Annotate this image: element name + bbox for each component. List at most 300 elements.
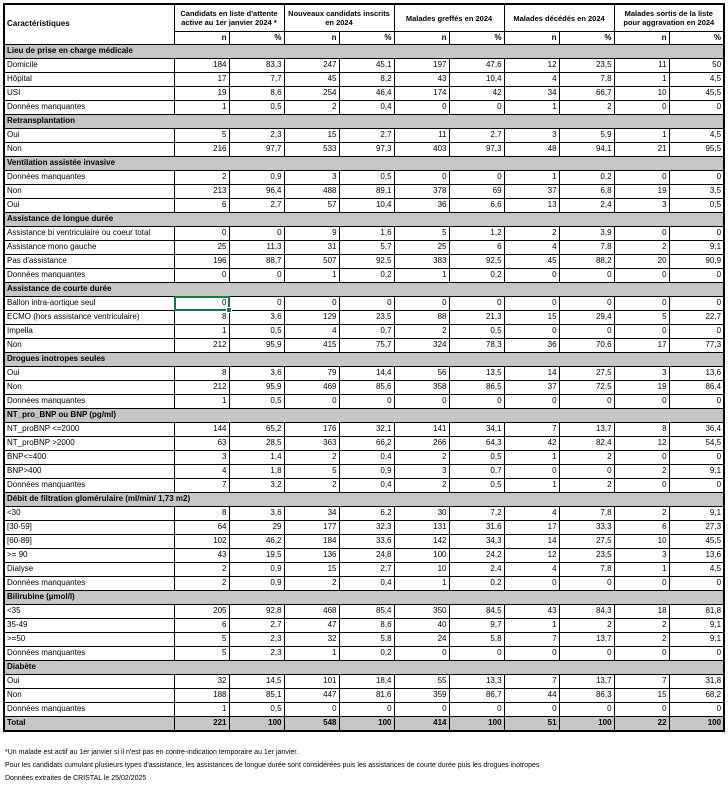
value-cell[interactable]: 2,7 bbox=[449, 129, 504, 143]
value-cell[interactable]: 77,3 bbox=[669, 339, 724, 353]
value-cell[interactable]: 0 bbox=[669, 395, 724, 409]
value-cell[interactable]: 0 bbox=[614, 269, 669, 283]
value-cell[interactable]: 12 bbox=[504, 59, 559, 73]
value-cell[interactable]: 43 bbox=[504, 605, 559, 619]
value-cell[interactable]: 0,7 bbox=[339, 325, 394, 339]
value-cell[interactable]: 2 bbox=[614, 507, 669, 521]
value-cell[interactable]: 43 bbox=[174, 549, 229, 563]
value-cell[interactable]: 47 bbox=[284, 619, 339, 633]
value-cell[interactable]: 0 bbox=[284, 395, 339, 409]
value-cell[interactable]: 6 bbox=[174, 619, 229, 633]
row-label-cell[interactable]: NT_proBNP >2000 bbox=[4, 437, 174, 451]
value-cell[interactable]: 51 bbox=[504, 717, 559, 732]
value-cell[interactable]: 25 bbox=[394, 241, 449, 255]
value-cell[interactable]: 100 bbox=[559, 717, 614, 732]
value-cell[interactable]: 27,5 bbox=[559, 367, 614, 381]
value-cell[interactable]: 13,6 bbox=[669, 367, 724, 381]
value-cell[interactable]: 5 bbox=[174, 647, 229, 661]
value-cell[interactable]: 177 bbox=[284, 521, 339, 535]
value-cell[interactable]: 100 bbox=[339, 717, 394, 732]
value-cell[interactable]: 0,5 bbox=[229, 395, 284, 409]
value-cell[interactable]: 90,9 bbox=[669, 255, 724, 269]
section-header-cell[interactable]: Ventilation assistée invasive bbox=[4, 157, 724, 171]
value-cell[interactable]: 0,4 bbox=[339, 101, 394, 115]
value-cell[interactable]: 34 bbox=[504, 87, 559, 101]
value-cell[interactable]: 0,9 bbox=[229, 577, 284, 591]
value-cell[interactable]: 23,5 bbox=[559, 549, 614, 563]
value-cell[interactable]: 85,1 bbox=[229, 689, 284, 703]
value-cell[interactable]: 0 bbox=[669, 451, 724, 465]
value-cell[interactable]: 5 bbox=[394, 227, 449, 241]
section-header-cell[interactable]: Assistance de courte durée bbox=[4, 283, 724, 297]
value-cell[interactable]: 0 bbox=[449, 297, 504, 311]
value-cell[interactable]: 9,1 bbox=[669, 241, 724, 255]
value-cell[interactable]: 14,5 bbox=[229, 675, 284, 689]
value-cell[interactable]: 144 bbox=[174, 423, 229, 437]
value-cell[interactable]: 9 bbox=[284, 227, 339, 241]
row-label-cell[interactable]: Pas d'assistance bbox=[4, 255, 174, 269]
value-cell[interactable]: 44 bbox=[504, 689, 559, 703]
row-label-cell[interactable]: USI bbox=[4, 87, 174, 101]
value-cell[interactable]: 205 bbox=[174, 605, 229, 619]
value-cell[interactable]: 4 bbox=[174, 465, 229, 479]
value-cell[interactable]: 64 bbox=[174, 521, 229, 535]
value-cell[interactable]: 2 bbox=[614, 619, 669, 633]
value-cell[interactable]: 8 bbox=[174, 367, 229, 381]
value-cell[interactable]: 70,6 bbox=[559, 339, 614, 353]
value-cell[interactable]: 7 bbox=[504, 423, 559, 437]
value-cell[interactable]: 0 bbox=[669, 479, 724, 493]
value-cell[interactable]: 0 bbox=[614, 227, 669, 241]
value-cell[interactable]: 17 bbox=[614, 339, 669, 353]
value-cell[interactable]: 221 bbox=[174, 717, 229, 732]
section-header-cell[interactable]: Diabète bbox=[4, 661, 724, 675]
value-cell[interactable]: 6,8 bbox=[559, 185, 614, 199]
value-cell[interactable]: 21,3 bbox=[449, 311, 504, 325]
value-cell[interactable]: 184 bbox=[174, 59, 229, 73]
value-cell[interactable]: 92,8 bbox=[229, 605, 284, 619]
value-cell[interactable]: 12 bbox=[614, 437, 669, 451]
value-cell[interactable]: 0 bbox=[229, 227, 284, 241]
value-cell[interactable]: 468 bbox=[284, 605, 339, 619]
value-cell[interactable]: 7,8 bbox=[559, 73, 614, 87]
value-cell[interactable]: 2,3 bbox=[229, 647, 284, 661]
value-cell[interactable]: 34,1 bbox=[449, 423, 504, 437]
value-cell[interactable]: 24,2 bbox=[449, 549, 504, 563]
subheader-pct[interactable]: % bbox=[339, 32, 394, 45]
value-cell[interactable]: 36,4 bbox=[669, 423, 724, 437]
value-cell[interactable]: 6 bbox=[174, 199, 229, 213]
value-cell[interactable]: 45 bbox=[284, 73, 339, 87]
value-cell[interactable]: 14 bbox=[504, 535, 559, 549]
value-cell[interactable]: 0 bbox=[614, 451, 669, 465]
value-cell[interactable]: 25 bbox=[174, 241, 229, 255]
value-cell[interactable]: 2 bbox=[174, 577, 229, 591]
value-cell[interactable]: 5,7 bbox=[339, 241, 394, 255]
value-cell[interactable]: 3 bbox=[614, 199, 669, 213]
value-cell[interactable]: 3,6 bbox=[229, 507, 284, 521]
value-cell[interactable]: 0 bbox=[669, 577, 724, 591]
value-cell[interactable]: 350 bbox=[394, 605, 449, 619]
value-cell[interactable]: 0,4 bbox=[339, 577, 394, 591]
value-cell[interactable]: 403 bbox=[394, 143, 449, 157]
value-cell[interactable]: 95,9 bbox=[229, 381, 284, 395]
value-cell[interactable]: 0 bbox=[504, 577, 559, 591]
value-cell[interactable]: 0 bbox=[229, 269, 284, 283]
row-label-cell[interactable]: Oui bbox=[4, 129, 174, 143]
value-cell[interactable]: 4,5 bbox=[669, 129, 724, 143]
value-cell[interactable]: 3,9 bbox=[559, 227, 614, 241]
value-cell[interactable]: 27,3 bbox=[669, 521, 724, 535]
subheader-n[interactable]: n bbox=[174, 32, 229, 45]
value-cell[interactable]: 5,9 bbox=[559, 129, 614, 143]
value-cell[interactable]: 36 bbox=[394, 199, 449, 213]
value-cell[interactable]: 32,1 bbox=[339, 423, 394, 437]
value-cell[interactable]: 85,4 bbox=[339, 605, 394, 619]
row-label-cell[interactable]: Données manquantes bbox=[4, 577, 174, 591]
value-cell[interactable]: 0 bbox=[394, 171, 449, 185]
value-cell[interactable]: 0 bbox=[669, 325, 724, 339]
value-cell[interactable]: 65,2 bbox=[229, 423, 284, 437]
value-cell[interactable]: 69 bbox=[449, 185, 504, 199]
row-label-cell[interactable]: Données manquantes bbox=[4, 703, 174, 717]
value-cell[interactable]: 22,7 bbox=[669, 311, 724, 325]
value-cell[interactable]: 0 bbox=[614, 703, 669, 717]
value-cell[interactable]: 131 bbox=[394, 521, 449, 535]
value-cell[interactable]: 378 bbox=[394, 185, 449, 199]
value-cell[interactable]: 2 bbox=[614, 241, 669, 255]
row-label-cell[interactable]: Impella bbox=[4, 325, 174, 339]
row-label-cell[interactable]: [60-89] bbox=[4, 535, 174, 549]
value-cell[interactable]: 1 bbox=[504, 479, 559, 493]
row-label-cell[interactable]: <30 bbox=[4, 507, 174, 521]
value-cell[interactable]: 3,2 bbox=[229, 479, 284, 493]
value-cell[interactable]: 447 bbox=[284, 689, 339, 703]
value-cell[interactable]: 31 bbox=[284, 241, 339, 255]
value-cell[interactable]: 4,5 bbox=[669, 73, 724, 87]
value-cell[interactable]: 136 bbox=[284, 549, 339, 563]
value-cell[interactable]: 0 bbox=[614, 101, 669, 115]
value-cell[interactable]: 22 bbox=[614, 717, 669, 732]
value-cell[interactable]: 0 bbox=[339, 297, 394, 311]
value-cell[interactable]: 18,4 bbox=[339, 675, 394, 689]
value-cell[interactable]: 0 bbox=[614, 395, 669, 409]
row-label-cell[interactable]: Non bbox=[4, 143, 174, 157]
value-cell[interactable]: 21 bbox=[614, 143, 669, 157]
value-cell[interactable]: 2 bbox=[174, 563, 229, 577]
row-label-cell[interactable]: Non bbox=[4, 689, 174, 703]
value-cell[interactable]: 82,4 bbox=[559, 437, 614, 451]
value-cell[interactable]: 324 bbox=[394, 339, 449, 353]
value-cell[interactable]: 95,9 bbox=[229, 339, 284, 353]
value-cell[interactable]: 46,2 bbox=[229, 535, 284, 549]
value-cell[interactable]: 216 bbox=[174, 143, 229, 157]
value-cell[interactable]: 2 bbox=[174, 171, 229, 185]
value-cell[interactable]: 2 bbox=[559, 619, 614, 633]
value-cell[interactable]: 36 bbox=[504, 339, 559, 353]
value-cell[interactable]: 7,7 bbox=[229, 73, 284, 87]
value-cell[interactable]: 4 bbox=[504, 563, 559, 577]
value-cell[interactable]: 10 bbox=[394, 563, 449, 577]
value-cell[interactable]: 97,7 bbox=[229, 143, 284, 157]
value-cell[interactable]: 9,1 bbox=[669, 633, 724, 647]
value-cell[interactable]: 3,5 bbox=[669, 185, 724, 199]
value-cell[interactable]: 0,9 bbox=[229, 171, 284, 185]
value-cell[interactable]: 28,5 bbox=[229, 437, 284, 451]
value-cell[interactable]: 4 bbox=[504, 507, 559, 521]
value-cell[interactable]: 10 bbox=[614, 87, 669, 101]
value-cell[interactable]: 5,8 bbox=[339, 633, 394, 647]
value-cell[interactable]: 15 bbox=[504, 311, 559, 325]
value-cell[interactable]: 66,2 bbox=[339, 437, 394, 451]
value-cell[interactable]: 2 bbox=[284, 479, 339, 493]
value-cell[interactable]: 0,5 bbox=[669, 199, 724, 213]
value-cell[interactable]: 19 bbox=[614, 185, 669, 199]
value-cell[interactable]: 20 bbox=[614, 255, 669, 269]
value-cell[interactable]: 97,3 bbox=[449, 143, 504, 157]
value-cell[interactable]: 68,2 bbox=[669, 689, 724, 703]
row-label-cell[interactable]: Domicile bbox=[4, 59, 174, 73]
value-cell[interactable]: 1 bbox=[174, 395, 229, 409]
value-cell[interactable]: 19,5 bbox=[229, 549, 284, 563]
value-cell[interactable]: 0,9 bbox=[229, 563, 284, 577]
value-cell[interactable]: 2,7 bbox=[229, 619, 284, 633]
value-cell[interactable]: 2,7 bbox=[229, 199, 284, 213]
value-cell[interactable]: 1 bbox=[394, 577, 449, 591]
value-cell[interactable]: 8,2 bbox=[339, 73, 394, 87]
value-cell[interactable]: 363 bbox=[284, 437, 339, 451]
row-label-cell[interactable]: Données manquantes bbox=[4, 479, 174, 493]
value-cell[interactable]: 212 bbox=[174, 339, 229, 353]
value-cell[interactable]: 2,7 bbox=[339, 129, 394, 143]
value-cell[interactable]: 415 bbox=[284, 339, 339, 353]
value-cell[interactable]: 0 bbox=[614, 479, 669, 493]
value-cell[interactable]: 33,6 bbox=[339, 535, 394, 549]
row-label-cell[interactable]: Total bbox=[4, 717, 174, 732]
value-cell[interactable]: 174 bbox=[394, 87, 449, 101]
value-cell[interactable]: 45,5 bbox=[669, 87, 724, 101]
value-cell[interactable]: 0,5 bbox=[229, 703, 284, 717]
value-cell[interactable]: 1 bbox=[174, 101, 229, 115]
value-cell[interactable]: 3 bbox=[284, 171, 339, 185]
row-label-cell[interactable]: 35-49 bbox=[4, 619, 174, 633]
section-header-cell[interactable]: Retransplantation bbox=[4, 115, 724, 129]
value-cell[interactable]: 9,1 bbox=[669, 619, 724, 633]
value-cell[interactable]: 12 bbox=[504, 549, 559, 563]
value-cell[interactable]: 0 bbox=[669, 269, 724, 283]
value-cell[interactable]: 213 bbox=[174, 185, 229, 199]
value-cell[interactable]: 0 bbox=[504, 703, 559, 717]
row-label-cell[interactable]: Oui bbox=[4, 675, 174, 689]
value-cell[interactable]: 2,3 bbox=[229, 633, 284, 647]
value-cell[interactable]: 0,7 bbox=[449, 465, 504, 479]
value-cell[interactable]: 414 bbox=[394, 717, 449, 732]
value-cell[interactable]: 7,2 bbox=[449, 507, 504, 521]
value-cell[interactable]: 0 bbox=[504, 325, 559, 339]
value-cell[interactable]: 176 bbox=[284, 423, 339, 437]
value-cell[interactable]: 0,5 bbox=[339, 171, 394, 185]
value-cell[interactable]: 2 bbox=[614, 633, 669, 647]
value-cell[interactable]: 88 bbox=[394, 311, 449, 325]
row-label-cell[interactable]: Données manquantes bbox=[4, 647, 174, 661]
value-cell[interactable]: 86,5 bbox=[449, 381, 504, 395]
value-cell[interactable]: 7 bbox=[174, 479, 229, 493]
value-cell[interactable]: 0 bbox=[339, 703, 394, 717]
value-cell[interactable]: 6,2 bbox=[339, 507, 394, 521]
value-cell[interactable]: 3 bbox=[394, 465, 449, 479]
value-cell[interactable]: 0 bbox=[284, 703, 339, 717]
row-label-cell[interactable]: Ballon intra-aortique seul bbox=[4, 297, 174, 311]
value-cell[interactable]: 8,6 bbox=[229, 87, 284, 101]
value-cell[interactable]: 33,3 bbox=[559, 521, 614, 535]
value-cell[interactable]: 7,8 bbox=[559, 507, 614, 521]
value-cell[interactable]: 23,5 bbox=[559, 59, 614, 73]
value-cell[interactable]: 5 bbox=[614, 311, 669, 325]
value-cell[interactable]: 266 bbox=[394, 437, 449, 451]
value-cell[interactable]: 0,4 bbox=[339, 479, 394, 493]
value-cell[interactable]: 11 bbox=[614, 59, 669, 73]
value-cell[interactable]: 1 bbox=[174, 703, 229, 717]
row-label-cell[interactable]: Assistance bi ventriculaire ou coeur total bbox=[4, 227, 174, 241]
value-cell[interactable]: 359 bbox=[394, 689, 449, 703]
value-cell[interactable]: 81,8 bbox=[669, 605, 724, 619]
value-cell[interactable]: 129 bbox=[284, 311, 339, 325]
value-cell[interactable]: 0,5 bbox=[449, 479, 504, 493]
value-cell[interactable]: 0 bbox=[559, 297, 614, 311]
value-cell[interactable]: 42 bbox=[449, 87, 504, 101]
section-header-cell[interactable]: Assistance de longue durée bbox=[4, 213, 724, 227]
value-cell[interactable]: 0,5 bbox=[229, 101, 284, 115]
value-cell[interactable]: 13,3 bbox=[449, 675, 504, 689]
value-cell[interactable]: 0 bbox=[669, 703, 724, 717]
value-cell[interactable]: 184 bbox=[284, 535, 339, 549]
section-header-cell[interactable]: Bilirubine (µmol/l) bbox=[4, 591, 724, 605]
row-label-cell[interactable]: Données manquantes bbox=[4, 269, 174, 283]
value-cell[interactable]: 0 bbox=[449, 171, 504, 185]
row-label-cell[interactable]: ECMO (hors assistance ventriculaire) bbox=[4, 311, 174, 325]
value-cell[interactable]: 2 bbox=[614, 465, 669, 479]
value-cell[interactable]: 29,4 bbox=[559, 311, 614, 325]
value-cell[interactable]: 0 bbox=[614, 647, 669, 661]
value-cell[interactable]: 100 bbox=[449, 717, 504, 732]
subheader-n[interactable]: n bbox=[504, 32, 559, 45]
value-cell[interactable]: 6 bbox=[449, 241, 504, 255]
value-cell[interactable]: 0 bbox=[394, 703, 449, 717]
value-cell[interactable]: 6 bbox=[614, 521, 669, 535]
value-cell[interactable]: 0 bbox=[559, 325, 614, 339]
value-cell[interactable]: 57 bbox=[284, 199, 339, 213]
column-group-header[interactable]: Nouveaux candidats inscrits en 2024 bbox=[284, 4, 394, 32]
value-cell[interactable]: 54,5 bbox=[669, 437, 724, 451]
value-cell[interactable]: 0,4 bbox=[339, 451, 394, 465]
value-cell[interactable]: 13,7 bbox=[559, 675, 614, 689]
value-cell[interactable]: 2 bbox=[559, 479, 614, 493]
value-cell[interactable]: 13,7 bbox=[559, 423, 614, 437]
value-cell[interactable]: 8 bbox=[614, 423, 669, 437]
value-cell[interactable]: 37 bbox=[504, 381, 559, 395]
value-cell[interactable]: 0 bbox=[339, 395, 394, 409]
section-header-cell[interactable]: NT_pro_BNP ou BNP (pg/ml) bbox=[4, 409, 724, 423]
value-cell[interactable]: 0 bbox=[394, 395, 449, 409]
value-cell[interactable]: 358 bbox=[394, 381, 449, 395]
value-cell[interactable]: 4 bbox=[284, 325, 339, 339]
value-cell[interactable]: 1 bbox=[504, 619, 559, 633]
value-cell[interactable]: 0 bbox=[559, 465, 614, 479]
value-cell[interactable]: 8 bbox=[174, 311, 229, 325]
section-header-cell[interactable]: Débit de filtration glomérulaire (ml/min/ 1,73 m2) bbox=[4, 493, 724, 507]
value-cell[interactable]: 23,5 bbox=[339, 311, 394, 325]
value-cell[interactable]: 81,6 bbox=[339, 689, 394, 703]
value-cell[interactable]: 95,5 bbox=[669, 143, 724, 157]
row-label-cell[interactable]: Dialyse bbox=[4, 563, 174, 577]
value-cell[interactable]: 0 bbox=[504, 269, 559, 283]
value-cell[interactable]: 4,5 bbox=[669, 563, 724, 577]
value-cell[interactable]: 3 bbox=[614, 549, 669, 563]
value-cell[interactable]: 3,6 bbox=[229, 367, 284, 381]
value-cell[interactable]: 10,4 bbox=[449, 73, 504, 87]
value-cell[interactable]: 100 bbox=[669, 717, 724, 732]
value-cell[interactable]: 1 bbox=[504, 101, 559, 115]
value-cell[interactable]: 63 bbox=[174, 437, 229, 451]
value-cell[interactable]: 0 bbox=[559, 647, 614, 661]
value-cell[interactable]: 83,3 bbox=[229, 59, 284, 73]
value-cell[interactable]: 2,3 bbox=[229, 129, 284, 143]
value-cell[interactable]: 0 bbox=[559, 703, 614, 717]
value-cell[interactable]: 2 bbox=[394, 451, 449, 465]
value-cell[interactable]: 1 bbox=[504, 171, 559, 185]
row-label-cell[interactable]: NT_proBNP <=2000 bbox=[4, 423, 174, 437]
value-cell[interactable]: 30 bbox=[394, 507, 449, 521]
value-cell[interactable]: 0,5 bbox=[449, 325, 504, 339]
value-cell[interactable]: 0 bbox=[669, 101, 724, 115]
value-cell[interactable]: 78,3 bbox=[449, 339, 504, 353]
value-cell[interactable]: 142 bbox=[394, 535, 449, 549]
column-group-header[interactable]: Candidats en liste d'attente active au 1er janvier 2024 * bbox=[174, 4, 284, 32]
value-cell[interactable]: 14,4 bbox=[339, 367, 394, 381]
value-cell[interactable]: 5 bbox=[284, 465, 339, 479]
value-cell[interactable]: 45 bbox=[504, 255, 559, 269]
value-cell[interactable]: 4 bbox=[504, 73, 559, 87]
value-cell[interactable]: 2 bbox=[559, 451, 614, 465]
value-cell[interactable]: 0 bbox=[669, 171, 724, 185]
value-cell[interactable]: 0 bbox=[559, 269, 614, 283]
value-cell[interactable]: 0 bbox=[614, 577, 669, 591]
value-cell[interactable]: 18 bbox=[614, 605, 669, 619]
subheader-pct[interactable]: % bbox=[669, 32, 724, 45]
value-cell[interactable]: 196 bbox=[174, 255, 229, 269]
row-label-cell[interactable]: Non bbox=[4, 381, 174, 395]
value-cell[interactable]: 79 bbox=[284, 367, 339, 381]
value-cell[interactable]: 55 bbox=[394, 675, 449, 689]
value-cell[interactable]: 15 bbox=[614, 689, 669, 703]
value-cell[interactable]: 7 bbox=[504, 675, 559, 689]
row-label-cell[interactable]: Données manquantes bbox=[4, 101, 174, 115]
value-cell[interactable]: 19 bbox=[614, 381, 669, 395]
value-cell[interactable]: 0 bbox=[394, 647, 449, 661]
value-cell[interactable]: 3 bbox=[504, 129, 559, 143]
value-cell[interactable]: 29 bbox=[229, 521, 284, 535]
value-cell[interactable]: 27,5 bbox=[559, 535, 614, 549]
value-cell[interactable]: 13,5 bbox=[449, 367, 504, 381]
value-cell[interactable]: 34 bbox=[284, 507, 339, 521]
value-cell[interactable]: 9,1 bbox=[669, 465, 724, 479]
row-label-cell[interactable]: Oui bbox=[4, 199, 174, 213]
value-cell[interactable]: 86,7 bbox=[449, 689, 504, 703]
value-cell[interactable]: 548 bbox=[284, 717, 339, 732]
row-label-cell[interactable]: Non bbox=[4, 339, 174, 353]
value-cell[interactable]: 0 bbox=[669, 647, 724, 661]
value-cell[interactable]: 66,7 bbox=[559, 87, 614, 101]
